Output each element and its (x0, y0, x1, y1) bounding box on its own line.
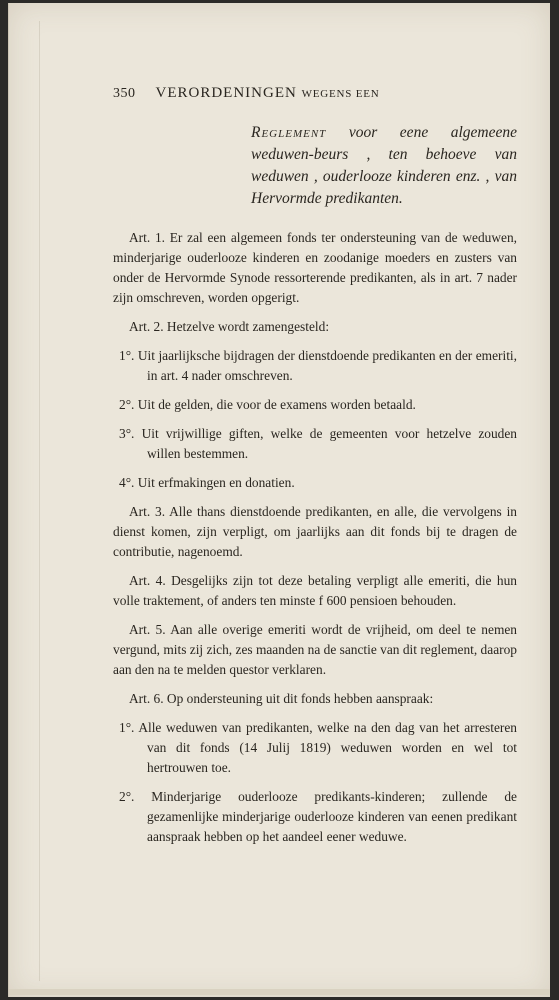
section-title (251, 122, 517, 210)
article-paragraph: Art. 3. Alle thans dienstdoende predikanten, en alle, die vervolgens in dienst komen, zijn verpligt, om jaarlijks aan dit fonds bij te dragen de contributie, nagenoemd. (113, 504, 517, 559)
running-head-main: VERORDENINGEN (155, 85, 297, 101)
list-item: 3°. Uit vrijwillige giften, welke de gemeenten voor hetzelve zouden willen bestemmen. (119, 426, 517, 461)
title-rest: voor eene algemeene weduwen-beurs , ten behoeve van weduwen , ouderlooze kinderen enz. , van Hervormde predikanten. (251, 124, 518, 207)
running-head-small: WEGENS EEN (301, 88, 380, 100)
running-header (113, 83, 517, 104)
page-bottom-edge (9, 989, 550, 995)
list-item: 2°. Minderjarige ouderlooze predikants-kinderen; zullende de gezamenlijke minderjarige ouderlooze kinderen van eenen predikant aanspraak hebben op het aandeel eener weduwe. (119, 789, 517, 844)
page-content (113, 83, 517, 856)
title-small-caps: Reglement (251, 124, 327, 141)
list-item: 1°. Alle weduwen van predikanten, welke na den dag van het arresteren van dit fonds (14 Julij 1819) weduwen worden en wel tot hertrouwen toe. (119, 720, 517, 775)
page-number: 350 (113, 86, 136, 101)
list-item: 2°. Uit de gelden, die voor de examens worden betaald. (119, 397, 416, 412)
article-paragraph: Art. 1. Er zal een algemeen fonds ter ondersteuning van de weduwen, minderjarige ouderlooze kinderen en zoodanige moeders en zusters van onder de Hervormde Synode ressorterende predikanten, als in art. 7 nader zijn omschreven, worden opgerigt. (113, 230, 517, 305)
article-paragraph: Art. 5. Aan alle overige emeriti wordt de vrijheid, om deel te nemen vergund, mits zij zich, zes maanden na de sanctie van dit reglement, daarop aan den na te melden questor verklaren. (113, 622, 517, 677)
list-item: 1°. Uit jaarlijksche bijdragen der dienstdoende predikanten en der emeriti, in art. 4 nader omschreven. (119, 348, 517, 383)
article-paragraph: Art. 2. Hetzelve wordt zamengesteld: (129, 319, 330, 334)
gutter-shadow (39, 21, 40, 981)
body-text (113, 228, 517, 847)
list-item: 4°. Uit erfmakingen en donatien. (119, 475, 295, 490)
book-page (8, 3, 550, 997)
article-paragraph: Art. 6. Op ondersteuning uit dit fonds hebben aanspraak: (129, 691, 434, 706)
running-head (156, 83, 380, 104)
article-paragraph: Art. 4. Desgelijks zijn tot deze betaling verpligt alle emeriti, die hun volle traktement, of anders ten minste f 600 pensioen behouden. (113, 573, 517, 608)
